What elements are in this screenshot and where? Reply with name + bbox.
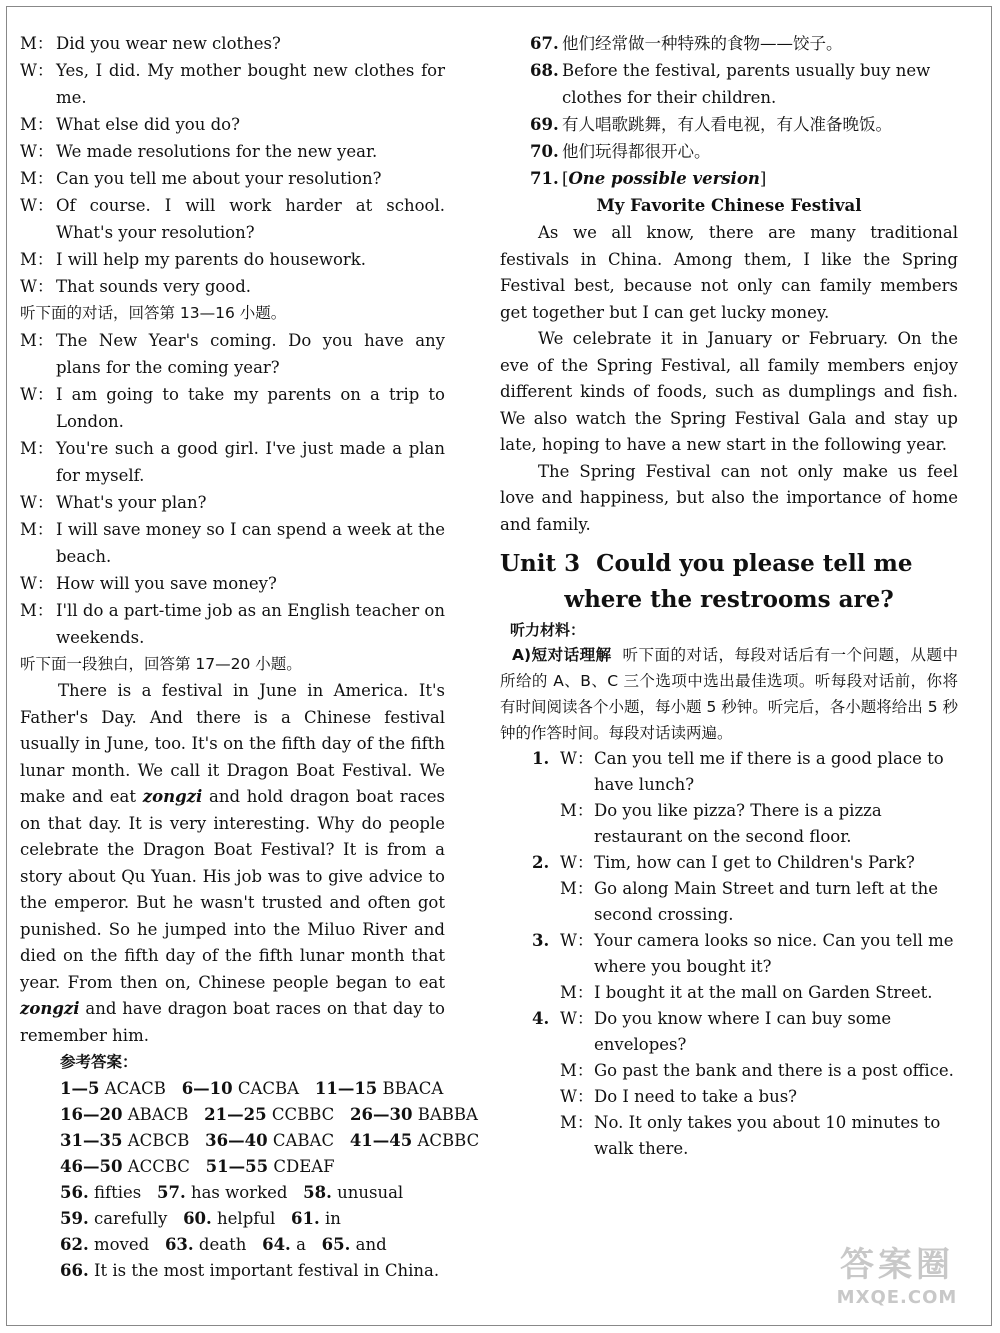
answer-range: 41—45 <box>349 1131 413 1150</box>
answer-range: 56. <box>60 1183 89 1202</box>
instructions-text: 听下面的对话，每段对话后有一个问题，从题中所给的 A、B、C 三个选项中选出最佳选项。听每段对话前，你将有时间阅读各个小题，每小题 5 秒钟。听完后，各小题将给出 5 秒钟的作答时间。每段对话读两遍。 <box>500 646 958 742</box>
speaker-label: W： <box>20 493 54 512</box>
answers-title: 参考答案： <box>60 1053 138 1071</box>
dialog-text: What else did you do? <box>56 115 240 134</box>
answer-value: ACBBC <box>417 1131 480 1150</box>
speaker-label: M： <box>560 1061 594 1080</box>
dialog-text: Can you tell me if there is a good place to have lunch? <box>594 749 944 794</box>
dialog-text: I am going to take my parents on a trip to London. <box>56 385 445 431</box>
short-dialog-line <box>500 928 958 980</box>
short-dialog-line <box>500 798 958 850</box>
answer-range: 65. <box>321 1235 351 1254</box>
answer-value: in <box>325 1209 341 1228</box>
listening-label: 听力材料： <box>510 621 586 639</box>
answer-value: helpful <box>217 1209 276 1228</box>
speaker-label: M： <box>20 331 54 350</box>
speaker-label: M： <box>20 115 54 134</box>
monologue-part-3: and have dragon boat races on that day to remember him. <box>20 999 445 1045</box>
speaker-label: M： <box>20 601 54 620</box>
dialog-text: I will help my parents do housework. <box>56 250 367 269</box>
dialog-text: Can you tell me about your resolution? <box>56 169 382 188</box>
dialog-1-line <box>20 273 445 300</box>
instructions-label: A)短对话理解 <box>512 646 612 664</box>
answer-value: BABBA <box>417 1105 478 1124</box>
answer-row <box>20 1102 478 1128</box>
dialog-text: Do you like pizza? There is a pizza restaurant on the second floor. <box>594 801 882 846</box>
essay <box>500 220 958 538</box>
dialog-text: Go along Main Street and turn left at the second crossing. <box>594 879 938 924</box>
speaker-label: W： <box>560 749 594 768</box>
watermark-logo <box>822 1243 972 1319</box>
answer-range: 46—50 <box>60 1157 123 1176</box>
speaker-label: M： <box>560 801 594 820</box>
speaker-label: M： <box>20 250 54 269</box>
dialog-text: Do I need to take a bus? <box>594 1087 798 1106</box>
watermark-line-1: 答案圈 <box>840 1245 954 1285</box>
item-71 <box>530 165 958 192</box>
translation-items <box>500 30 958 165</box>
dialog-2-line <box>20 489 445 516</box>
dialog-2-line <box>20 435 445 489</box>
essay-paragraph: As we all know, there are many traditional festivals in China. Among them, I like the Spring Festival best, because not only can family members get together but I can get lucky money. <box>500 223 958 322</box>
answer-row <box>20 1128 480 1154</box>
speaker-label: W： <box>20 142 54 161</box>
speaker-label: M： <box>560 879 594 898</box>
answer-row <box>20 1180 445 1206</box>
heading-q17-20: 听下面一段独白，回答第 17—20 小题。 <box>20 655 302 673</box>
speaker-label: W： <box>20 196 54 215</box>
answer-range: 60. <box>183 1209 212 1228</box>
answer-range: 1—5 <box>60 1079 100 1098</box>
dialog-text: Did you wear new clothes? <box>56 34 281 53</box>
dialog-text: You're such a good girl. I've just made a plan for myself. <box>56 439 445 485</box>
item-71-version: [One possible version] <box>562 169 767 188</box>
answer-row <box>20 1154 445 1180</box>
dialog-text: No. It only takes you about 10 minutes to walk there. <box>594 1113 941 1158</box>
speaker-label: M： <box>20 520 54 539</box>
dialog-text: Of course. I will work harder at school. What's your resolution? <box>56 196 445 242</box>
question-number: 3. <box>532 931 550 950</box>
essay-paragraph: We celebrate it in January or February. On the eve of the Spring Festival, all family members enjoy different kinds of foods, such as dumplings and fish. We also watch the Spring Festival Gala and stay up late, hoping to have a new start in the following year. <box>500 329 958 454</box>
translation-item <box>530 138 958 165</box>
answer-row <box>20 1232 445 1258</box>
unit-title-line-1: Could you please tell me <box>596 550 913 577</box>
speaker-label: M： <box>20 34 54 53</box>
answer-range: 58. <box>303 1183 332 1202</box>
item-text: Before the festival, parents usually buy new clothes for their children. <box>562 61 931 107</box>
dialog-text: Yes, I did. My mother bought new clothes for me. <box>56 61 445 107</box>
speaker-label: M： <box>20 439 54 458</box>
short-dialog-line <box>500 1110 958 1162</box>
speaker-label: W： <box>560 1009 594 1028</box>
dialog-2-line <box>20 327 445 381</box>
answer-value: CABAC <box>272 1131 335 1150</box>
heading-q13-16: 听下面的对话，回答第 13—16 小题。 <box>20 304 287 322</box>
short-dialog-line <box>500 876 958 928</box>
dialog-1 <box>20 30 445 300</box>
short-dialog-line <box>500 1006 958 1058</box>
dialog-1-line <box>20 111 445 138</box>
answer-value: It is the most important festival in China. <box>93 1261 440 1280</box>
answer-range: 57. <box>156 1183 186 1202</box>
dialog-text: Do you know where I can buy some envelopes? <box>594 1009 892 1054</box>
speaker-label: W： <box>560 931 594 950</box>
question-number: 2. <box>532 853 550 872</box>
dialog-1-line <box>20 30 445 57</box>
watermark-line-2: MXQE.COM <box>836 1287 958 1308</box>
answer-range: 51—55 <box>205 1157 269 1176</box>
monologue-part-1: There is a festival in June in America. It's Father's Day. And there is a Chinese festival usually in June, too. It's on the fifth day of the fifth lunar month. We call it Dragon Boat Festival. We make and eat <box>20 681 445 806</box>
answer-range: 31—35 <box>60 1131 123 1150</box>
answer-range: 66. <box>60 1261 89 1280</box>
unit-title-line-2: where the restrooms are? <box>564 586 894 613</box>
dialog-text: The New Year's coming. Do you have any plans for the coming year? <box>56 331 445 377</box>
answer-value: a <box>296 1235 306 1254</box>
dialog-text: What's your plan? <box>56 493 207 512</box>
answer-row <box>20 1258 445 1284</box>
answer-row <box>20 1206 445 1232</box>
speaker-label: W： <box>20 574 54 593</box>
dialog-text: Your camera looks so nice. Can you tell me where you bought it? <box>594 931 954 976</box>
dialog-1-line <box>20 57 445 111</box>
answer-value: ACACB <box>104 1079 166 1098</box>
item-number: 69. <box>530 115 559 134</box>
question-number: 4. <box>532 1009 550 1028</box>
speaker-label: M： <box>560 983 594 1002</box>
answer-value: CCBBC <box>271 1105 335 1124</box>
dialog-text: How will you save money? <box>56 574 277 593</box>
answer-value: death <box>198 1235 247 1254</box>
monologue-part-2: and hold dragon boat races on that day. It is very interesting. Why do people celebrate the Dragon Boat Festival? It is from a story about Qu Yuan. His job was to give advice to the emperor. But he wasn't trusted and often got punished. So he jumped into the Miluo River and died on the fifth day of the fifth lunar month that year. From then on, Chinese people began to eat <box>20 787 445 992</box>
unit-label: Unit 3 <box>500 550 581 577</box>
answer-value: CDEAF <box>273 1157 335 1176</box>
item-number: 70. <box>530 142 559 161</box>
dialog-1-line <box>20 138 445 165</box>
answer-value: has worked <box>190 1183 288 1202</box>
answer-range: 6—10 <box>181 1079 233 1098</box>
answer-value: ACCBC <box>127 1157 190 1176</box>
essay-title: My Favorite Chinese Festival <box>596 196 862 215</box>
answer-range: 59. <box>60 1209 89 1228</box>
answer-range: 36—40 <box>205 1131 268 1150</box>
speaker-label: M： <box>560 1113 594 1132</box>
translation-item <box>530 111 958 138</box>
dialog-1-line <box>20 246 445 273</box>
dialog-text: I'll do a part-time job as an English teacher on weekends. <box>56 601 445 647</box>
short-dialog-line <box>500 1058 958 1084</box>
dialog-text: Tim, how can I get to Children's Park? <box>594 853 915 872</box>
short-dialog-line <box>500 850 958 876</box>
answer-range: 26—30 <box>350 1105 413 1124</box>
dialog-1-line <box>20 165 445 192</box>
dialog-2-line <box>20 570 445 597</box>
dialog-text: I will save money so I can spend a week at the beach. <box>56 520 445 566</box>
right-column <box>500 30 958 1162</box>
speaker-label: W： <box>20 385 54 404</box>
answer-value: CACBA <box>237 1079 300 1098</box>
answer-value: fifties <box>93 1183 142 1202</box>
dialog-text: I bought it at the mall on Garden Street. <box>594 983 933 1002</box>
answer-value: BBACA <box>382 1079 444 1098</box>
answer-value: moved <box>93 1235 150 1254</box>
left-column <box>20 30 480 1284</box>
answer-value: ABACB <box>127 1105 189 1124</box>
item-71-version-text: One possible version <box>568 169 760 188</box>
translation-item <box>530 30 958 57</box>
answer-range: 61. <box>291 1209 320 1228</box>
answer-range: 64. <box>262 1235 291 1254</box>
short-dialog-line <box>500 746 958 798</box>
answer-range: 63. <box>164 1235 194 1254</box>
speaker-label: W： <box>560 1087 594 1106</box>
dialog-text: We made resolutions for the new year. <box>56 142 378 161</box>
dialog-2 <box>20 327 445 651</box>
item-text: 有人唱歌跳舞，有人看电视，有人准备晚饭。 <box>562 115 892 134</box>
speaker-label: W： <box>20 277 54 296</box>
speaker-label: W： <box>20 61 54 80</box>
answer-range: 21—25 <box>204 1105 267 1124</box>
short-dialog-line <box>500 980 958 1006</box>
question-number: 1. <box>532 749 550 768</box>
dialog-2-line <box>20 597 445 651</box>
answer-row <box>20 1076 445 1102</box>
answer-key <box>20 1076 480 1284</box>
dialog-2-line <box>20 516 445 570</box>
instructions <box>500 642 958 746</box>
dialog-text: Go past the bank and there is a post office. <box>594 1061 954 1080</box>
dialog-text: That sounds very good. <box>56 277 252 296</box>
item-number: 67. <box>530 34 559 53</box>
short-dialog-line <box>500 1084 958 1110</box>
item-text: 他们经常做一种特殊的食物——饺子。 <box>562 34 843 53</box>
answer-range: 16—20 <box>60 1105 123 1124</box>
monologue <box>20 678 445 1049</box>
zongzi-term-2: zongzi <box>20 999 80 1018</box>
essay-paragraph: The Spring Festival can not only make us feel love and happiness, but also the importance of home and family. <box>500 461 958 534</box>
answer-range: 62. <box>60 1235 89 1254</box>
speaker-label: W： <box>560 853 594 872</box>
dialog-1-line <box>20 192 445 246</box>
answer-range: 11—15 <box>314 1079 378 1098</box>
zongzi-term-1: zongzi <box>142 787 203 806</box>
dialog-2-line <box>20 381 445 435</box>
answer-value: ACBCB <box>127 1131 190 1150</box>
short-dialogs <box>500 746 958 1162</box>
answer-value: carefully <box>93 1209 168 1228</box>
item-71-number: 71. <box>530 169 559 188</box>
unit-heading <box>500 546 958 618</box>
answer-value: unusual <box>337 1183 404 1202</box>
speaker-label: M： <box>20 169 54 188</box>
answer-value: and <box>355 1235 387 1254</box>
translation-item <box>530 57 958 111</box>
item-text: 他们玩得都很开心。 <box>562 142 711 161</box>
item-number: 68. <box>530 61 559 80</box>
